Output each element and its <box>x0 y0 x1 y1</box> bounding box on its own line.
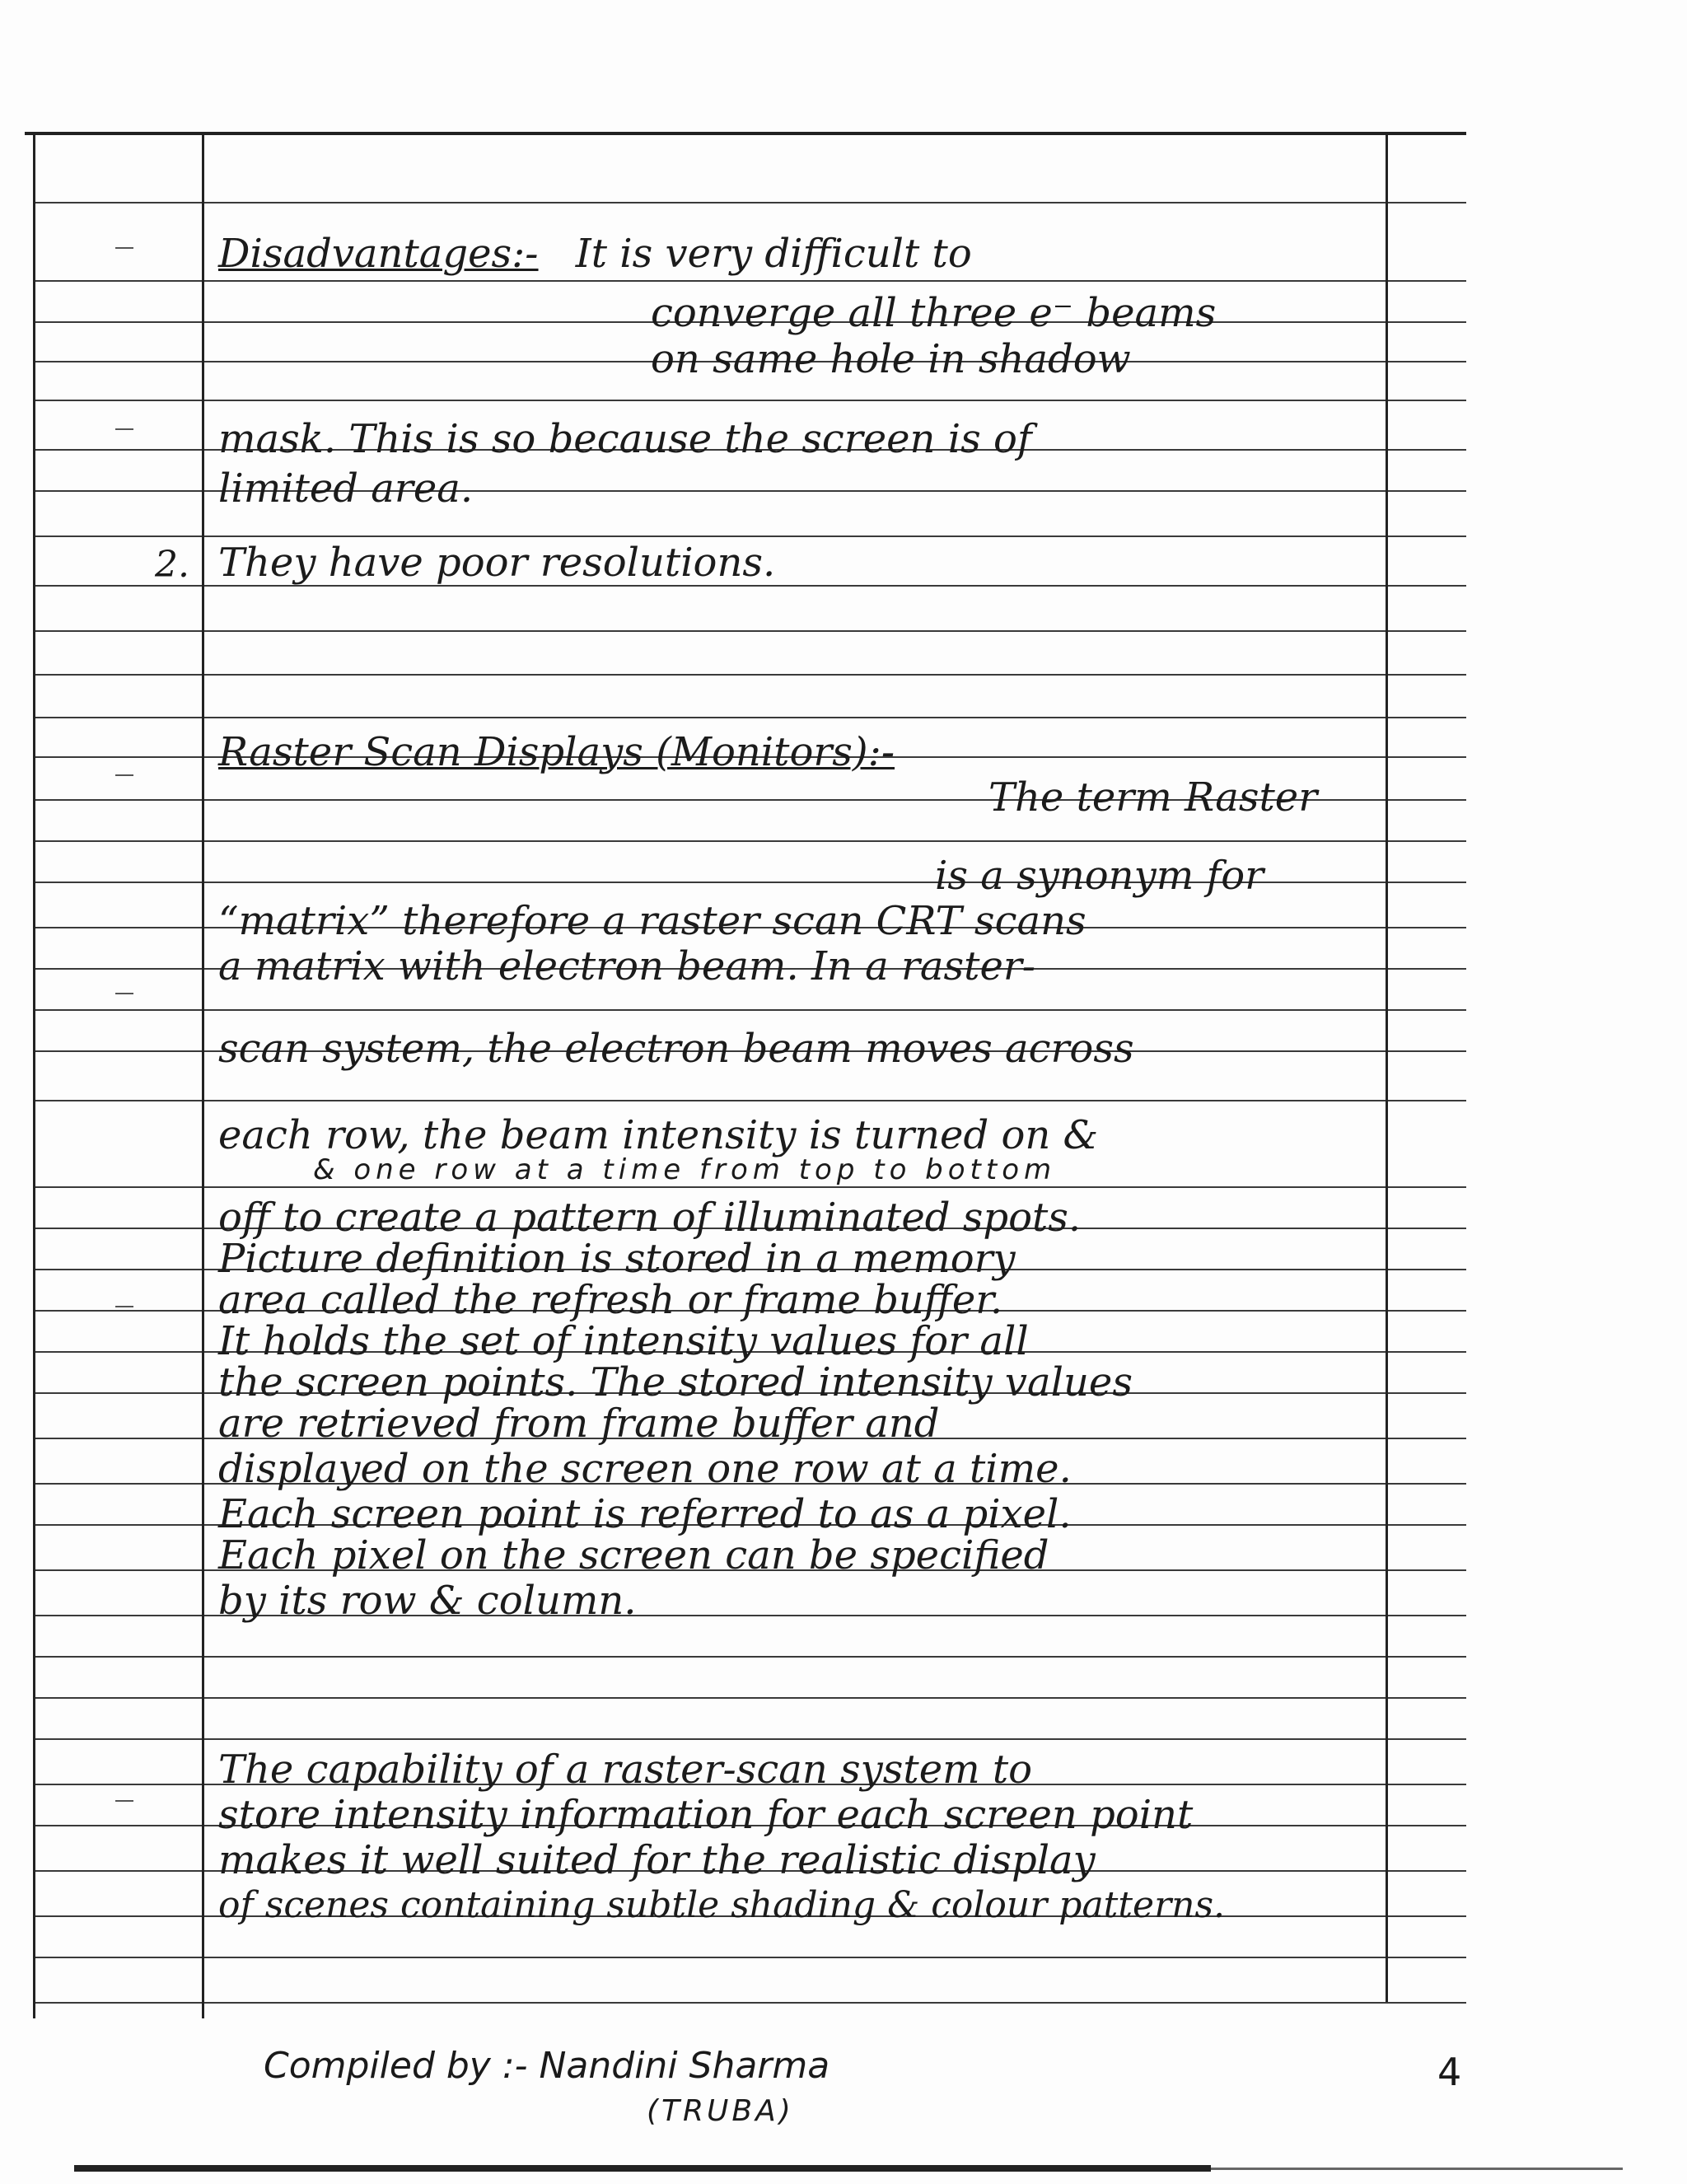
paragraph-1-line-4: a matrix with electron beam. In a raster- <box>218 943 1036 989</box>
top-rule <box>25 132 1466 135</box>
disadvantages-line-2: converge all three e⁻ beams <box>651 290 1217 336</box>
item-text: They have poor resolutions. <box>218 540 776 586</box>
paragraph-1-line-2: is a synonym for <box>935 853 1264 899</box>
margin-tick <box>115 774 133 776</box>
disadvantages-heading: Disadvantages:- <box>218 231 539 277</box>
raster-heading: Raster Scan Displays (Monitors):- <box>218 729 895 775</box>
paragraph-1-line-6: each row, the beam intensity is turned on & <box>218 1112 1099 1158</box>
ruled-line <box>33 1738 1466 1740</box>
compiled-by: Compiled by :- Nandini Sharma <box>264 2045 830 2087</box>
margin-line-inner <box>202 132 204 2018</box>
ruled-line <box>33 1009 1466 1011</box>
ruled-line <box>33 674 1466 676</box>
paragraph-1-line-13: displayed on the screen one row at a time. <box>218 1446 1072 1492</box>
margin-tick <box>115 1800 133 1802</box>
paragraph-1-line-8: Picture definition is stored in a memory <box>218 1236 1016 1282</box>
ruled-line <box>33 630 1466 632</box>
ruled-line <box>33 1100 1466 1101</box>
disadvantages-line-1: Disadvantages:- It is very difficult to <box>218 231 972 277</box>
paragraph-1-line-15: Each pixel on the screen can be specified <box>218 1532 1049 1578</box>
disadvantages-line-3: on same hole in shadow <box>651 336 1131 382</box>
ruled-line <box>33 535 1466 537</box>
ruled-line <box>33 840 1466 842</box>
margin-line-left <box>33 132 35 2018</box>
margin-tick <box>115 428 133 430</box>
paragraph-1-line-12: are retrieved from frame buffer and <box>218 1401 940 1447</box>
paragraph-1-line-9: area called the refresh or frame buffer. <box>218 1277 1003 1323</box>
ruled-line <box>33 1957 1466 1958</box>
ruled-line <box>33 1656 1466 1658</box>
ruled-line <box>33 2002 1466 2004</box>
paragraph-1-line-1: The term Raster <box>988 774 1318 821</box>
disadvantages-line-4: mask. This is so because the screen is of <box>218 416 1032 462</box>
ruled-line <box>33 400 1466 401</box>
margin-line-right <box>1386 132 1388 2002</box>
margin-tick <box>115 993 133 994</box>
insertion-note: & one row at a time from top to bottom <box>313 1153 1057 1186</box>
item-number: 2. <box>155 544 189 586</box>
paragraph-2-line-1: The capability of a raster-scan system to <box>218 1747 1033 1793</box>
organization: (TRUBA) <box>647 2094 794 2128</box>
ruled-line <box>33 280 1466 282</box>
paragraph-2-line-3: makes it well suited for the realistic display <box>218 1837 1096 1883</box>
ruled-line <box>33 1697 1466 1699</box>
disadvantages-line-5: limited area. <box>218 465 474 512</box>
bottom-edge-bar <box>74 2165 1211 2172</box>
bottom-edge-bar-thin <box>1211 2168 1623 2170</box>
paragraph-1-line-3: “matrix” therefore a raster scan CRT scans <box>218 898 1087 944</box>
ruled-line <box>33 1186 1466 1188</box>
paragraph-1-line-5: scan system, the electron beam moves across <box>218 1026 1134 1072</box>
paragraph-2-line-2: store intensity information for each screen point <box>218 1792 1194 1838</box>
paragraph-2-line-4: of scenes containing subtle shading & colour patterns. <box>218 1884 1226 1926</box>
margin-tick <box>115 247 133 249</box>
margin-tick <box>115 1306 133 1307</box>
paragraph-1-line-11: the screen points. The stored intensity values <box>218 1359 1133 1405</box>
paragraph-1-line-10: It holds the set of intensity values for all <box>218 1318 1029 1364</box>
page-number: 4 <box>1437 2050 1462 2094</box>
ruled-line <box>33 717 1466 718</box>
paragraph-1-line-16: by its row & column. <box>218 1578 637 1624</box>
ruled-line <box>33 202 1466 203</box>
paragraph-1-line-7: off to create a pattern of illuminated spots. <box>218 1195 1082 1241</box>
paragraph-1-line-14: Each screen point is referred to as a pixel. <box>218 1491 1072 1537</box>
